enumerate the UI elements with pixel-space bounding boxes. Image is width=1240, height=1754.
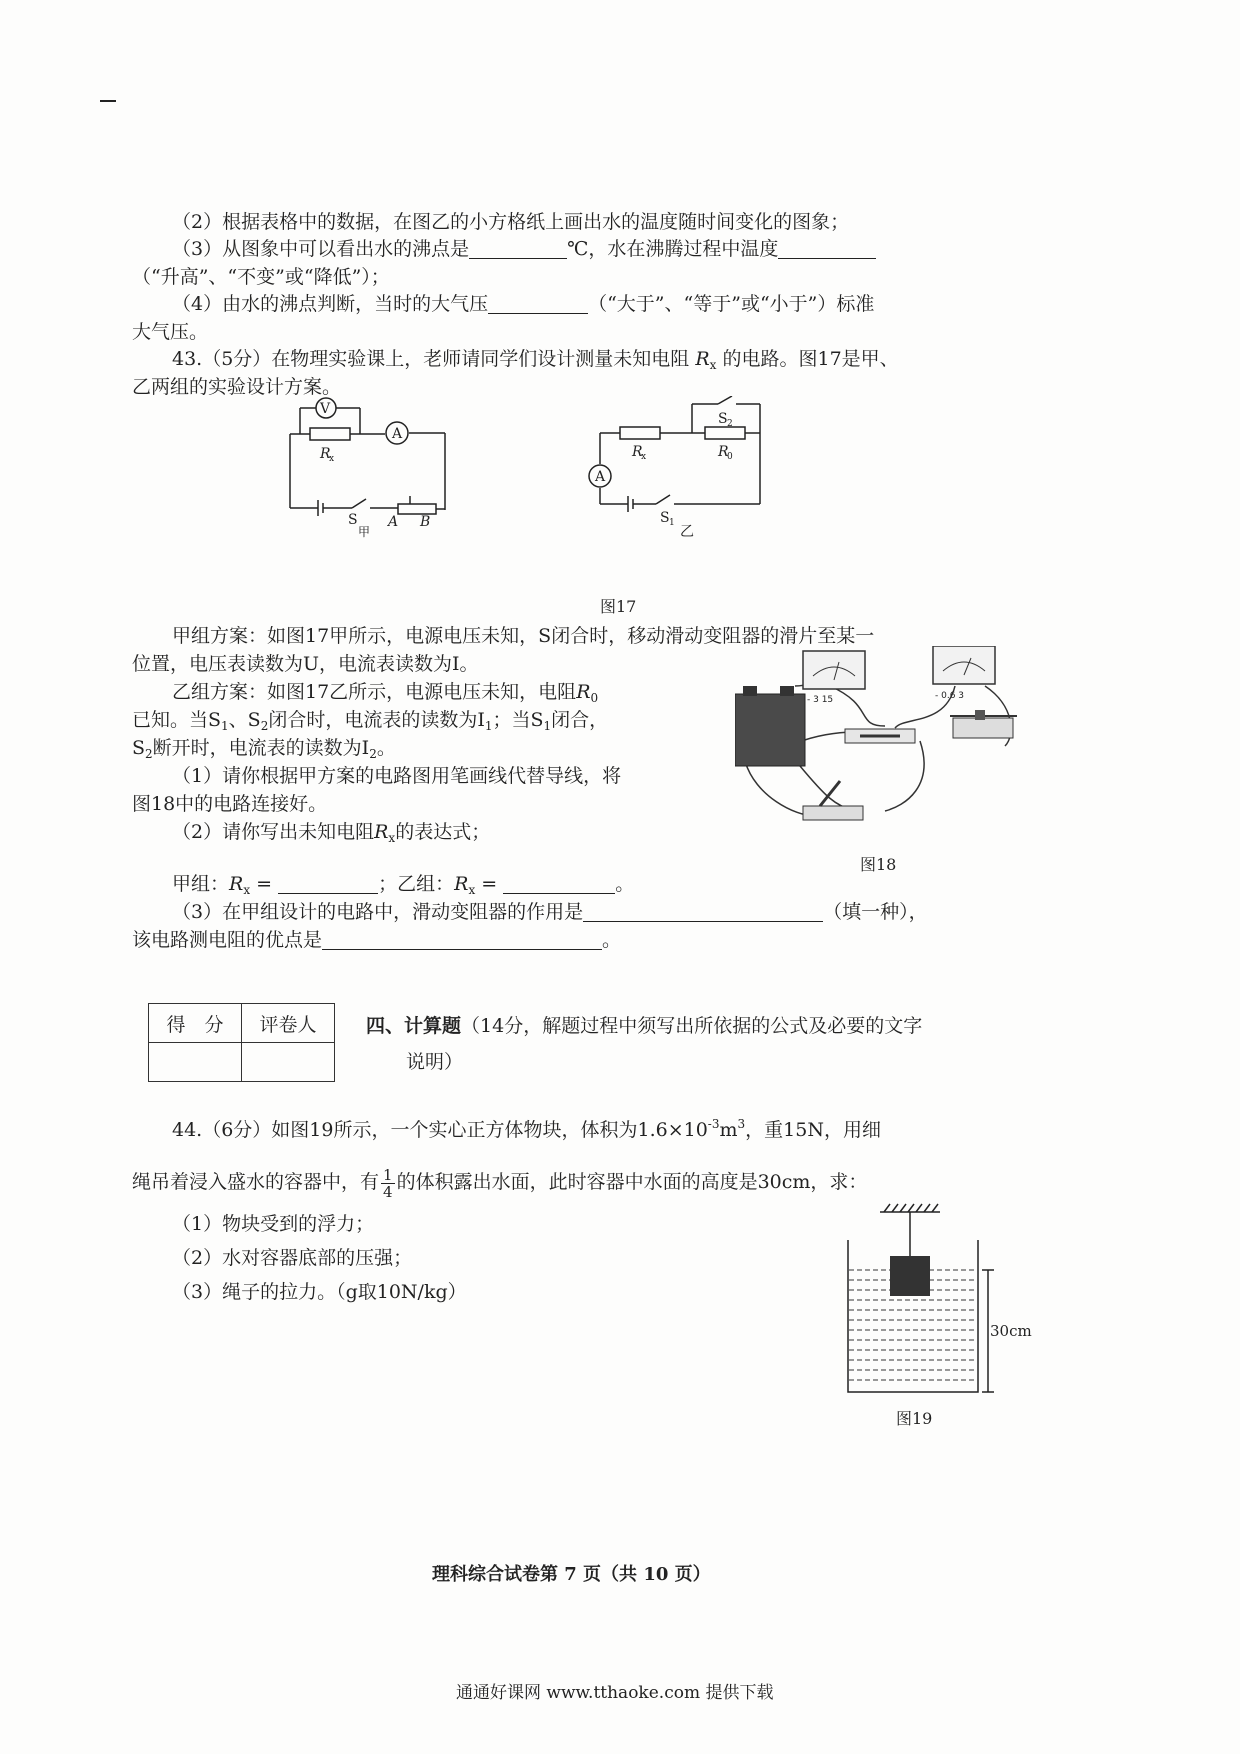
score-header: 得 分 [149, 1004, 242, 1043]
q43-item1: （1）请你根据甲方案的电路图用笔画线代替导线，将 [172, 765, 622, 787]
q43-item3-2: 该电路测电阻的优点是 。 [132, 929, 622, 951]
q43-intro: 43.（5分）在物理实验课上，老师请同学们设计测量未知电阻 $R_x$ 的电路。图17是甲、 [172, 348, 899, 372]
q44-intro: 44.（6分）如图19所示，一个实心正方体物块，体积为$1.6\times 10^{-3}m^3$，重15N，用细 [172, 1117, 881, 1141]
svg-text:R: R [632, 444, 643, 460]
q43-jia-plan-2: 位置，电压表读数为U，电流表读数为I。 [132, 653, 479, 675]
rheostat-role-blank[interactable] [583, 901, 823, 922]
q42-blank-temperature[interactable] [778, 238, 876, 259]
svg-text:S: S [660, 510, 670, 526]
section4-heading: 四、计算题（14分，解题过程中须写出所依据的公式及必要的文字 [366, 1015, 923, 1037]
q43-jia-plan: 甲组方案：如图17甲所示，电源电压未知，S闭合时，移动滑动变阻器的滑片至某一 [172, 625, 875, 647]
q43-yi-plan: 乙组方案：如图17乙所示，电源电压未知，电阻$R_0$ [172, 681, 599, 705]
q43-intro-end: 乙两组的实验设计方案。 [132, 376, 342, 398]
svg-text:x: x [329, 454, 335, 464]
svg-text:R: R [718, 444, 729, 460]
fig18-caption: 图18 [860, 855, 897, 874]
grader-header: 评卷人 [242, 1004, 335, 1043]
q43-yi-plan-2: 已知。当$S_1$、$S_2$闭合时，电流表的读数为$I_1$；当$S_1$闭合， [132, 709, 609, 733]
score-table [148, 1003, 335, 1082]
fraction-one-quarter: $\frac{1}{4}$ [383, 1165, 393, 1201]
svg-text:- 0.6 3: - 0.6 3 [935, 691, 965, 701]
fig17-caption: 图17 [600, 597, 637, 616]
figure-17 [280, 396, 900, 546]
answer-jia-blank[interactable] [278, 873, 378, 894]
section4-heading-2: 说明） [406, 1051, 464, 1073]
height-label: 30cm [990, 1322, 1032, 1340]
q44-item1: （1）物块受到的浮力； [172, 1213, 375, 1235]
svg-text:2: 2 [727, 419, 733, 429]
svg-text:- 3 15: - 3 15 [807, 695, 834, 705]
ammeter [933, 646, 995, 701]
answer-yi-blank[interactable] [503, 873, 615, 894]
svg-text:甲: 甲 [358, 525, 371, 539]
corner-mark [100, 100, 116, 102]
svg-text:乙: 乙 [680, 524, 694, 540]
svg-text:A: A [388, 514, 399, 530]
q42-item3: （3）从图象中可以看出水的沸点是 ℃，水在沸腾过程中温度 [172, 235, 876, 263]
q44-intro-2: 绳吊着浸入盛水的容器中，有 $\frac{1}{4}$ 的体积露出水面，此时容器中水面的高度是30cm，求： [132, 1165, 868, 1201]
q42-item4: （4）由水的沸点判断，当时的大气压 （“大于”、“等于”或“小于”）标准 [172, 293, 875, 315]
rheostat [950, 710, 1017, 738]
watermark-footer: 通通好课网 www.tthaoke.com 提供下载 [456, 1683, 774, 1703]
figure-19 [840, 1200, 1060, 1420]
svg-text:0: 0 [727, 452, 733, 462]
cube-block [890, 1256, 930, 1296]
q44-item3: （3）绳子的拉力。（g取10N/kg） [172, 1281, 467, 1303]
svg-text:S: S [348, 512, 358, 528]
q43-yi-plan-3: $S_2$断开时，电流表的读数为$I_2$。 [132, 737, 396, 761]
q42-blank-pressure[interactable] [488, 293, 588, 314]
voltmeter [803, 651, 865, 705]
q43-item3: （3）在甲组设计的电路中，滑动变阻器的作用是 （填一种）， [172, 901, 928, 923]
fig19-caption: 图19 [896, 1409, 933, 1428]
q43-item1-2: 图18中的电路连接好。 [132, 793, 328, 815]
battery [735, 686, 805, 766]
voltmeter-label: V [320, 401, 331, 417]
q42-item3-options: （“升高”、“不变”或“降低”）； [132, 266, 390, 288]
q42-item2: （2）根据表格中的数据，在图乙的小方格纸上画出水的温度随时间变化的图象； [172, 211, 850, 233]
q44-item2: （2）水对容器底部的压强； [172, 1247, 413, 1269]
q42-blank-boiling-point[interactable] [469, 238, 567, 259]
q43-answers: 甲组：$R_x$ = ；乙组：$R_x$ = 。 [172, 873, 635, 897]
grader-cell[interactable] [242, 1043, 335, 1082]
svg-text:x: x [641, 452, 647, 462]
svg-text:R: R [320, 446, 331, 462]
ammeter-label-jia: A [392, 426, 403, 442]
q43-item2: （2）请你写出未知电阻$R_x$的表达式； [172, 821, 491, 845]
figure-18 [735, 646, 1035, 846]
q42-item4-end: 大气压。 [132, 321, 209, 343]
resistor-board [845, 729, 915, 743]
ammeter-label-yi: A [595, 469, 606, 485]
svg-text:B: B [420, 514, 431, 530]
svg-text:S: S [718, 411, 728, 427]
score-cell[interactable] [149, 1043, 242, 1082]
advantage-blank[interactable] [322, 929, 602, 950]
svg-text:1: 1 [669, 518, 675, 528]
page-footer: 理科综合试卷第 7 页（共 10 页） [432, 1564, 711, 1585]
